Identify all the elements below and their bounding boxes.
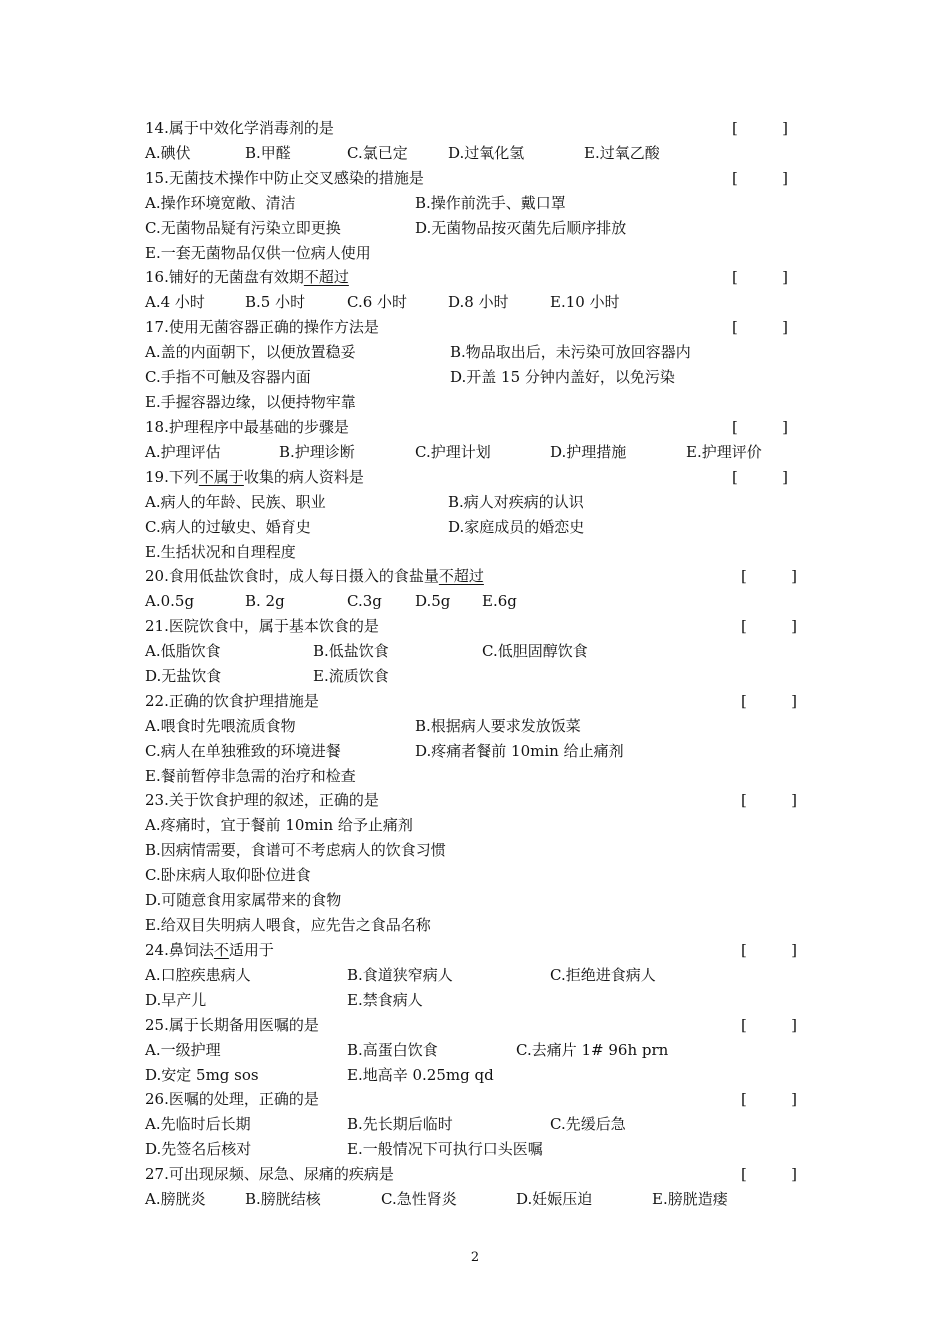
answer-option[interactable]: E.一套无菌物品仅供一位病人使用 [145, 243, 371, 262]
answer-option[interactable]: E.禁食病人 [347, 990, 423, 1009]
option-row [145, 390, 805, 414]
option-row [145, 913, 805, 937]
answer-option[interactable]: D.无盐饮食 [145, 666, 222, 685]
answer-option[interactable]: C.卧床病人取仰卧位进食 [145, 865, 311, 884]
bracket-left: [ [732, 318, 738, 336]
answer-option[interactable]: C.病人在单独雅致的环境进餐 [145, 741, 341, 760]
answer-option[interactable]: C.3g [347, 591, 382, 610]
answer-option[interactable]: E.6g [482, 591, 517, 610]
answer-option[interactable]: B. 2g [245, 591, 285, 610]
stem-text [145, 689, 319, 713]
bracket-right: ] [782, 418, 788, 436]
stem-label-pre: 19.下列 [145, 468, 199, 486]
answer-bracket[interactable] [732, 465, 788, 489]
answer-bracket[interactable] [741, 564, 797, 588]
stem-label: 23.关于饮食护理的叙述，正确的是 [145, 791, 379, 809]
bracket-right: ] [791, 791, 797, 809]
answer-option[interactable]: E.过氧乙酸 [584, 143, 660, 162]
option-row [145, 191, 805, 215]
bracket-right: ] [791, 1165, 797, 1183]
answer-option[interactable]: E.流质饮食 [313, 666, 389, 685]
answer-option[interactable]: C.急性肾炎 [381, 1189, 457, 1208]
stem-label: 18.护理程序中最基础的步骤是 [145, 418, 349, 436]
option-row [145, 440, 805, 464]
answer-option[interactable]: C.6 小时 [347, 292, 408, 311]
option-row [145, 490, 805, 514]
stem-emphasis: 不超过 [303, 268, 349, 286]
bracket-left: [ [741, 1016, 747, 1034]
answer-bracket[interactable] [741, 1087, 797, 1111]
bracket-right: ] [791, 941, 797, 959]
answer-option[interactable]: B.高蛋白饮食 [347, 1040, 438, 1059]
answer-option[interactable]: D.早产儿 [145, 990, 207, 1009]
stem-emphasis: 不 [213, 941, 229, 959]
option-row [145, 141, 805, 165]
answer-option[interactable]: B.操作前洗手、戴口罩 [415, 193, 566, 212]
stem-label-pre: 20.食用低盐饮食时，成人每日摄入的食盐量 [145, 567, 439, 585]
answer-option[interactable]: E.生括状况和自理程度 [145, 542, 296, 561]
answer-option[interactable]: B.先长期后临时 [347, 1114, 453, 1133]
stem-label-post: 收集的病人资料是 [243, 468, 364, 486]
option-row [145, 365, 805, 389]
option-row [145, 963, 805, 987]
bracket-left: [ [741, 567, 747, 585]
answer-bracket[interactable] [732, 315, 788, 339]
stem-text [145, 938, 274, 962]
answer-option[interactable]: E.膀胱造瘘 [652, 1189, 728, 1208]
answer-option[interactable]: B.食道狭窄病人 [347, 965, 453, 984]
answer-option[interactable]: D.疼痛者餐前 10min 给止痛剂 [415, 741, 624, 760]
question-stem [145, 415, 805, 439]
option-row [145, 739, 805, 763]
stem-label: 14.属于中效化学消毒剂的是 [145, 119, 334, 137]
answer-option[interactable]: B.因病情需要，食谱可不考虑病人的饮食习惯 [145, 840, 446, 859]
answer-option[interactable]: D.开盖 15 分钟内盖好，以免污染 [450, 367, 675, 386]
bracket-left: [ [732, 418, 738, 436]
answer-option[interactable]: B.5 小时 [245, 292, 306, 311]
question-stem [145, 1162, 805, 1186]
bracket-right: ] [791, 617, 797, 635]
bracket-left: [ [741, 1165, 747, 1183]
answer-bracket[interactable] [741, 938, 797, 962]
answer-bracket[interactable] [732, 265, 788, 289]
answer-option[interactable]: D.5g [415, 591, 451, 610]
answer-bracket[interactable] [732, 415, 788, 439]
option-row [145, 838, 805, 862]
bracket-right: ] [791, 567, 797, 585]
stem-text [145, 166, 424, 190]
answer-bracket[interactable] [741, 614, 797, 638]
stem-label: 17.使用无菌容器正确的操作方法是 [145, 318, 379, 336]
option-row [145, 540, 805, 564]
question-stem [145, 265, 805, 289]
option-row [145, 1112, 805, 1136]
option-row [145, 888, 805, 912]
answer-option[interactable]: A.低脂饮食 [145, 641, 221, 660]
stem-label-pre: 24.鼻饲法 [145, 941, 214, 959]
answer-option[interactable]: D.8 小时 [448, 292, 509, 311]
answer-option[interactable]: B.甲醛 [245, 143, 291, 162]
answer-option[interactable]: A.先临时后长期 [145, 1114, 251, 1133]
bracket-left: [ [741, 1090, 747, 1108]
option-row [145, 813, 805, 837]
bracket-left: [ [732, 169, 738, 187]
option-row [145, 241, 805, 265]
question-stem [145, 564, 805, 588]
answer-bracket[interactable] [741, 788, 797, 812]
answer-option[interactable]: C.先缓后急 [550, 1114, 626, 1133]
bracket-right: ] [782, 268, 788, 286]
answer-option[interactable]: C.氯已定 [347, 143, 408, 162]
question-stem [145, 1013, 805, 1037]
answer-option[interactable]: A.操作环境宽敞、清洁 [145, 193, 296, 212]
answer-option[interactable]: A.膀胱炎 [145, 1189, 206, 1208]
question-stem [145, 938, 805, 962]
answer-option[interactable]: B.护理诊断 [279, 442, 355, 461]
bracket-left: [ [732, 268, 738, 286]
question-stem [145, 1087, 805, 1111]
answer-option[interactable]: A.疼痛时，宜于餐前 10min 给予止痛剂 [145, 815, 413, 834]
stem-label: 21.医院饮食中，属于基本饮食的是 [145, 617, 379, 635]
answer-option[interactable]: E.地高辛 0.25mg qd [347, 1065, 494, 1084]
answer-option[interactable]: B.病人对疾病的认识 [448, 492, 584, 511]
stem-label: 25.属于长期备用医嘱的是 [145, 1016, 319, 1034]
answer-option[interactable]: A.护理评估 [145, 442, 221, 461]
answer-option[interactable]: A.4 小时 [145, 292, 205, 311]
answer-option[interactable]: D.可随意食用家属带来的食物 [145, 890, 342, 909]
answer-option[interactable]: B.物品取出后，未污染可放回容器内 [450, 342, 691, 361]
answer-option[interactable]: A.盖的内面朝下，以便放置稳妥 [145, 342, 356, 361]
option-row [145, 1063, 805, 1087]
answer-bracket[interactable] [741, 1013, 797, 1037]
option-row [145, 290, 805, 314]
answer-option[interactable]: A.口腔疾患病人 [145, 965, 251, 984]
answer-option[interactable]: D.家庭成员的婚恋史 [448, 517, 585, 536]
question-stem [145, 614, 805, 638]
option-row [145, 988, 805, 1012]
stem-text [145, 1162, 394, 1186]
answer-option[interactable]: B.低盐饮食 [313, 641, 389, 660]
stem-text [145, 1087, 319, 1111]
stem-text [145, 315, 379, 339]
option-row [145, 1187, 805, 1211]
stem-text [145, 415, 349, 439]
answer-option[interactable]: A.0.5g [145, 591, 195, 610]
option-row [145, 1137, 805, 1161]
answer-bracket[interactable] [741, 1162, 797, 1186]
bracket-left: [ [732, 468, 738, 486]
stem-text [145, 116, 334, 140]
question-stem [145, 116, 805, 140]
question-stem [145, 689, 805, 713]
bracket-left: [ [732, 119, 738, 137]
answer-option[interactable]: E.10 小时 [550, 292, 620, 311]
answer-option[interactable]: C.拒绝进食病人 [550, 965, 656, 984]
answer-option[interactable]: E.一般情况下可执行口头医嘱 [347, 1139, 543, 1158]
answer-option[interactable]: E.餐前暂停非急需的治疗和检查 [145, 766, 356, 785]
stem-label-pre: 16.铺好的无菌盘有效期 [145, 268, 304, 286]
question-stem [145, 166, 805, 190]
answer-option[interactable]: C.病人的过敏史、婚育史 [145, 517, 311, 536]
stem-label: 26.医嘱的处理，正确的是 [145, 1090, 319, 1108]
option-row [145, 863, 805, 887]
answer-option[interactable]: A.一级护理 [145, 1040, 221, 1059]
answer-option[interactable]: E.护理评价 [686, 442, 762, 461]
stem-label: 27.可出现尿频、尿急、尿痛的疾病是 [145, 1165, 394, 1183]
answer-option[interactable]: E.给双目失明病人喂食，应先告之食品名称 [145, 915, 431, 934]
stem-text [145, 564, 484, 588]
bracket-right: ] [782, 119, 788, 137]
question-stem [145, 315, 805, 339]
answer-option[interactable]: B.根据病人要求发放饭菜 [415, 716, 581, 735]
answer-option[interactable]: C.去痛片 1# 96h prn [516, 1040, 669, 1059]
bracket-right: ] [782, 169, 788, 187]
bracket-left: [ [741, 617, 747, 635]
answer-option[interactable]: B.膀胱结核 [245, 1189, 321, 1208]
question-stem [145, 465, 805, 489]
answer-bracket[interactable] [732, 116, 788, 140]
answer-option[interactable]: D.先签名后核对 [145, 1139, 252, 1158]
question-stem [145, 788, 805, 812]
stem-text [145, 788, 379, 812]
bracket-right: ] [782, 318, 788, 336]
stem-emphasis: 不超过 [438, 567, 484, 585]
option-row [145, 1038, 805, 1062]
answer-option[interactable]: C.无菌物品疑有污染立即更换 [145, 218, 341, 237]
bracket-right: ] [791, 692, 797, 710]
stem-label: 22.正确的饮食护理措施是 [145, 692, 319, 710]
answer-option[interactable]: D.妊娠压迫 [516, 1189, 593, 1208]
answer-option[interactable]: C.低胆固醇饮食 [482, 641, 588, 660]
stem-text [145, 465, 364, 489]
answer-option[interactable]: C.护理计划 [415, 442, 491, 461]
stem-text [145, 1013, 319, 1037]
option-row [145, 515, 805, 539]
answer-option[interactable]: D.安定 5mg sos [145, 1065, 259, 1084]
answer-option[interactable]: A.碘伏 [145, 143, 191, 162]
answer-option[interactable]: A.病人的年龄、民族、职业 [145, 492, 326, 511]
option-row [145, 664, 805, 688]
bracket-left: [ [741, 692, 747, 710]
answer-bracket[interactable] [732, 166, 788, 190]
stem-emphasis: 不属于 [198, 468, 244, 486]
stem-label: 15.无菌技术操作中防止交叉感染的措施是 [145, 169, 424, 187]
answer-option[interactable]: E.手握容器边缘，以便持物牢靠 [145, 392, 356, 411]
answer-option[interactable]: C.手指不可触及容器内面 [145, 367, 311, 386]
answer-option[interactable]: D.过氧化氢 [448, 143, 525, 162]
option-row [145, 639, 805, 663]
option-row [145, 714, 805, 738]
option-row [145, 589, 805, 613]
option-row [145, 216, 805, 240]
bracket-right: ] [791, 1016, 797, 1034]
bracket-right: ] [791, 1090, 797, 1108]
answer-option[interactable]: D.护理措施 [550, 442, 627, 461]
answer-bracket[interactable] [741, 689, 797, 713]
stem-label-post: 适用于 [228, 941, 274, 959]
option-row [145, 764, 805, 788]
stem-text [145, 614, 379, 638]
page-number: 2 [470, 1250, 480, 1265]
answer-option[interactable]: D.无菌物品按灭菌先后顺序排放 [415, 218, 627, 237]
stem-text [145, 265, 349, 289]
option-row [145, 340, 805, 364]
bracket-left: [ [741, 791, 747, 809]
bracket-left: [ [741, 941, 747, 959]
bracket-right: ] [782, 468, 788, 486]
answer-option[interactable]: A.喂食时先喂流质食物 [145, 716, 296, 735]
